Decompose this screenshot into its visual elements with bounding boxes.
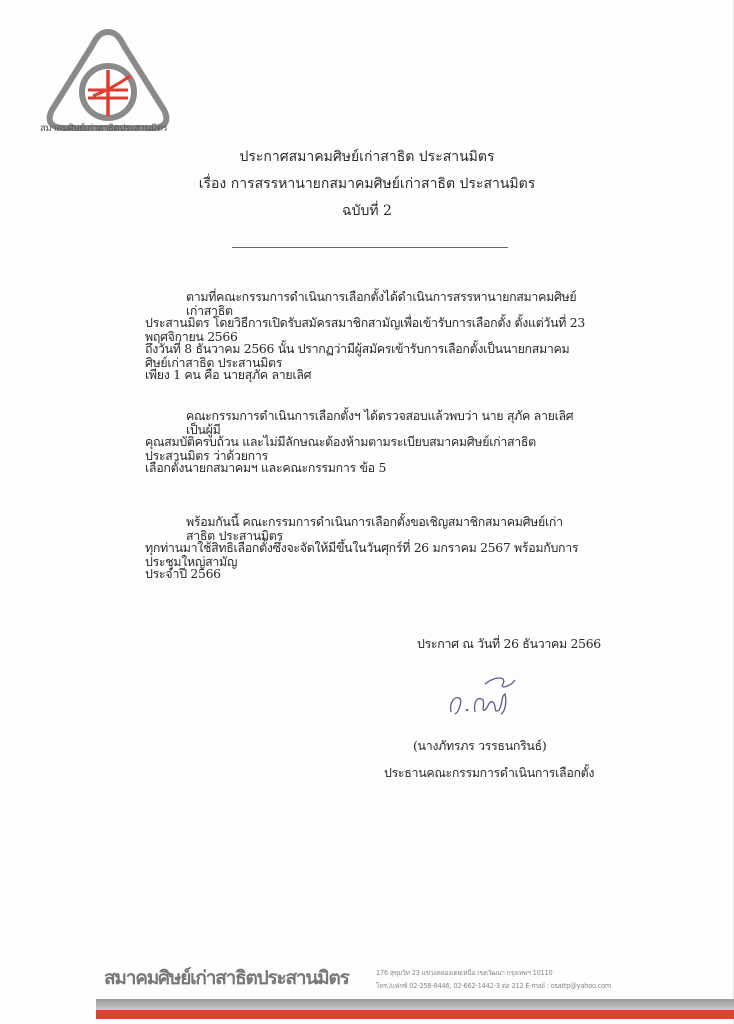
paragraph-line: ประจำปี 2566 xyxy=(145,566,221,581)
announcement-title: ประกาศสมาคมศิษย์เก่าสาธิต ประสานมิตร xyxy=(239,149,495,165)
paragraph-line: พร้อมกันนี้ คณะกรรมการดำเนินการเลือกตั้งขอเชิญสมาชิกสมาคมศิษย์เก่าสาธิต ประสานมิตร xyxy=(186,514,563,544)
announcement-date: ประกาศ ณ วันที่ 26 ธันวาคม 2566 xyxy=(417,636,601,651)
paragraph-line: ตามที่คณะกรรมการดำเนินการเลือกตั้งได้ดำเนินการสรรหานายกสมาคมศิษย์เก่าสาธิต xyxy=(186,289,577,319)
paragraph-line: เพียง 1 คน คือ นายสุภัค ลายเลิศ xyxy=(145,367,312,382)
paragraph-line: ทุกท่านมาใช้สิทธิเลือกตั้งซึ่งจะจัดให้มีขึ้นในวันศุกร์ที่ 26 มกราคม 2567 พร้อมกับการประชุมใหญ่สามัญ xyxy=(145,540,579,570)
signatory-position: ประธานคณะกรรมการดำเนินการเลือกตั้ง xyxy=(384,765,595,780)
footer-gray-band xyxy=(96,999,734,1010)
paragraph-line: เลือกตั้งนายกสมาคมฯ และคณะกรรมการ ข้อ 5 xyxy=(145,460,387,475)
logo-caption: สมาคมศิษย์เก่าสาธิตประสานมิตร xyxy=(40,123,168,134)
paragraph-line: ถึงวันที่ 8 ธันวาคม 2566 นั้น ปรากฏว่ามีผู้สมัครเข้ารับการเลือกตั้งเป็นนายกสมาคมศิษย์เก่าสาธิต ประสานมิตร xyxy=(145,341,570,371)
signatory-name: (นางภัทรภร วรรธนกรินธ์) xyxy=(413,738,547,753)
paragraph-line: คณะกรรมการดำเนินการเลือกตั้งฯ ได้ตรวจสอบแล้วพบว่า นาย สุภัค ลายเลิศ เป็นผู้มี xyxy=(186,408,574,438)
footer-address: 176 สุขุมวิท 23 แขวงคลองเตยเหนือ เขตวัฒนา กรุงเทพฯ 10110 xyxy=(376,969,553,977)
footer-org-name: สมาคมศิษย์เก่าสาธิตประสานมิตร xyxy=(104,967,349,989)
footer-contact: โทร./แฟกซ์ 02-258-8446, 02-662-1442-3 ต่อ 212 E-mail : osattp@yahoo.com xyxy=(376,982,612,990)
title-divider xyxy=(232,247,508,248)
footer-red-band xyxy=(96,1010,734,1019)
announcement-issue-number: ฉบับที่ 2 xyxy=(342,203,392,219)
paragraph-line: ประสานมิตร โดยวิธีการเปิดรับสมัครสมาชิกสามัญเพื่อเข้ารับการเลือกตั้ง ตั้งแต่วันที่ 23 พฤศจิกายน 2566 xyxy=(145,315,585,345)
signature-icon xyxy=(445,672,525,718)
paragraph-line: คุณสมบัติครบถ้วน และไม่มีลักษณะต้องห้ามตามระเบียบสมาคมศิษย์เก่าสาธิต ประสานมิตร ว่าด้วยการ xyxy=(145,434,536,464)
announcement-subject: เรื่อง การสรรหานายกสมาคมศิษย์เก่าสาธิต ประสานมิตร xyxy=(198,176,536,192)
